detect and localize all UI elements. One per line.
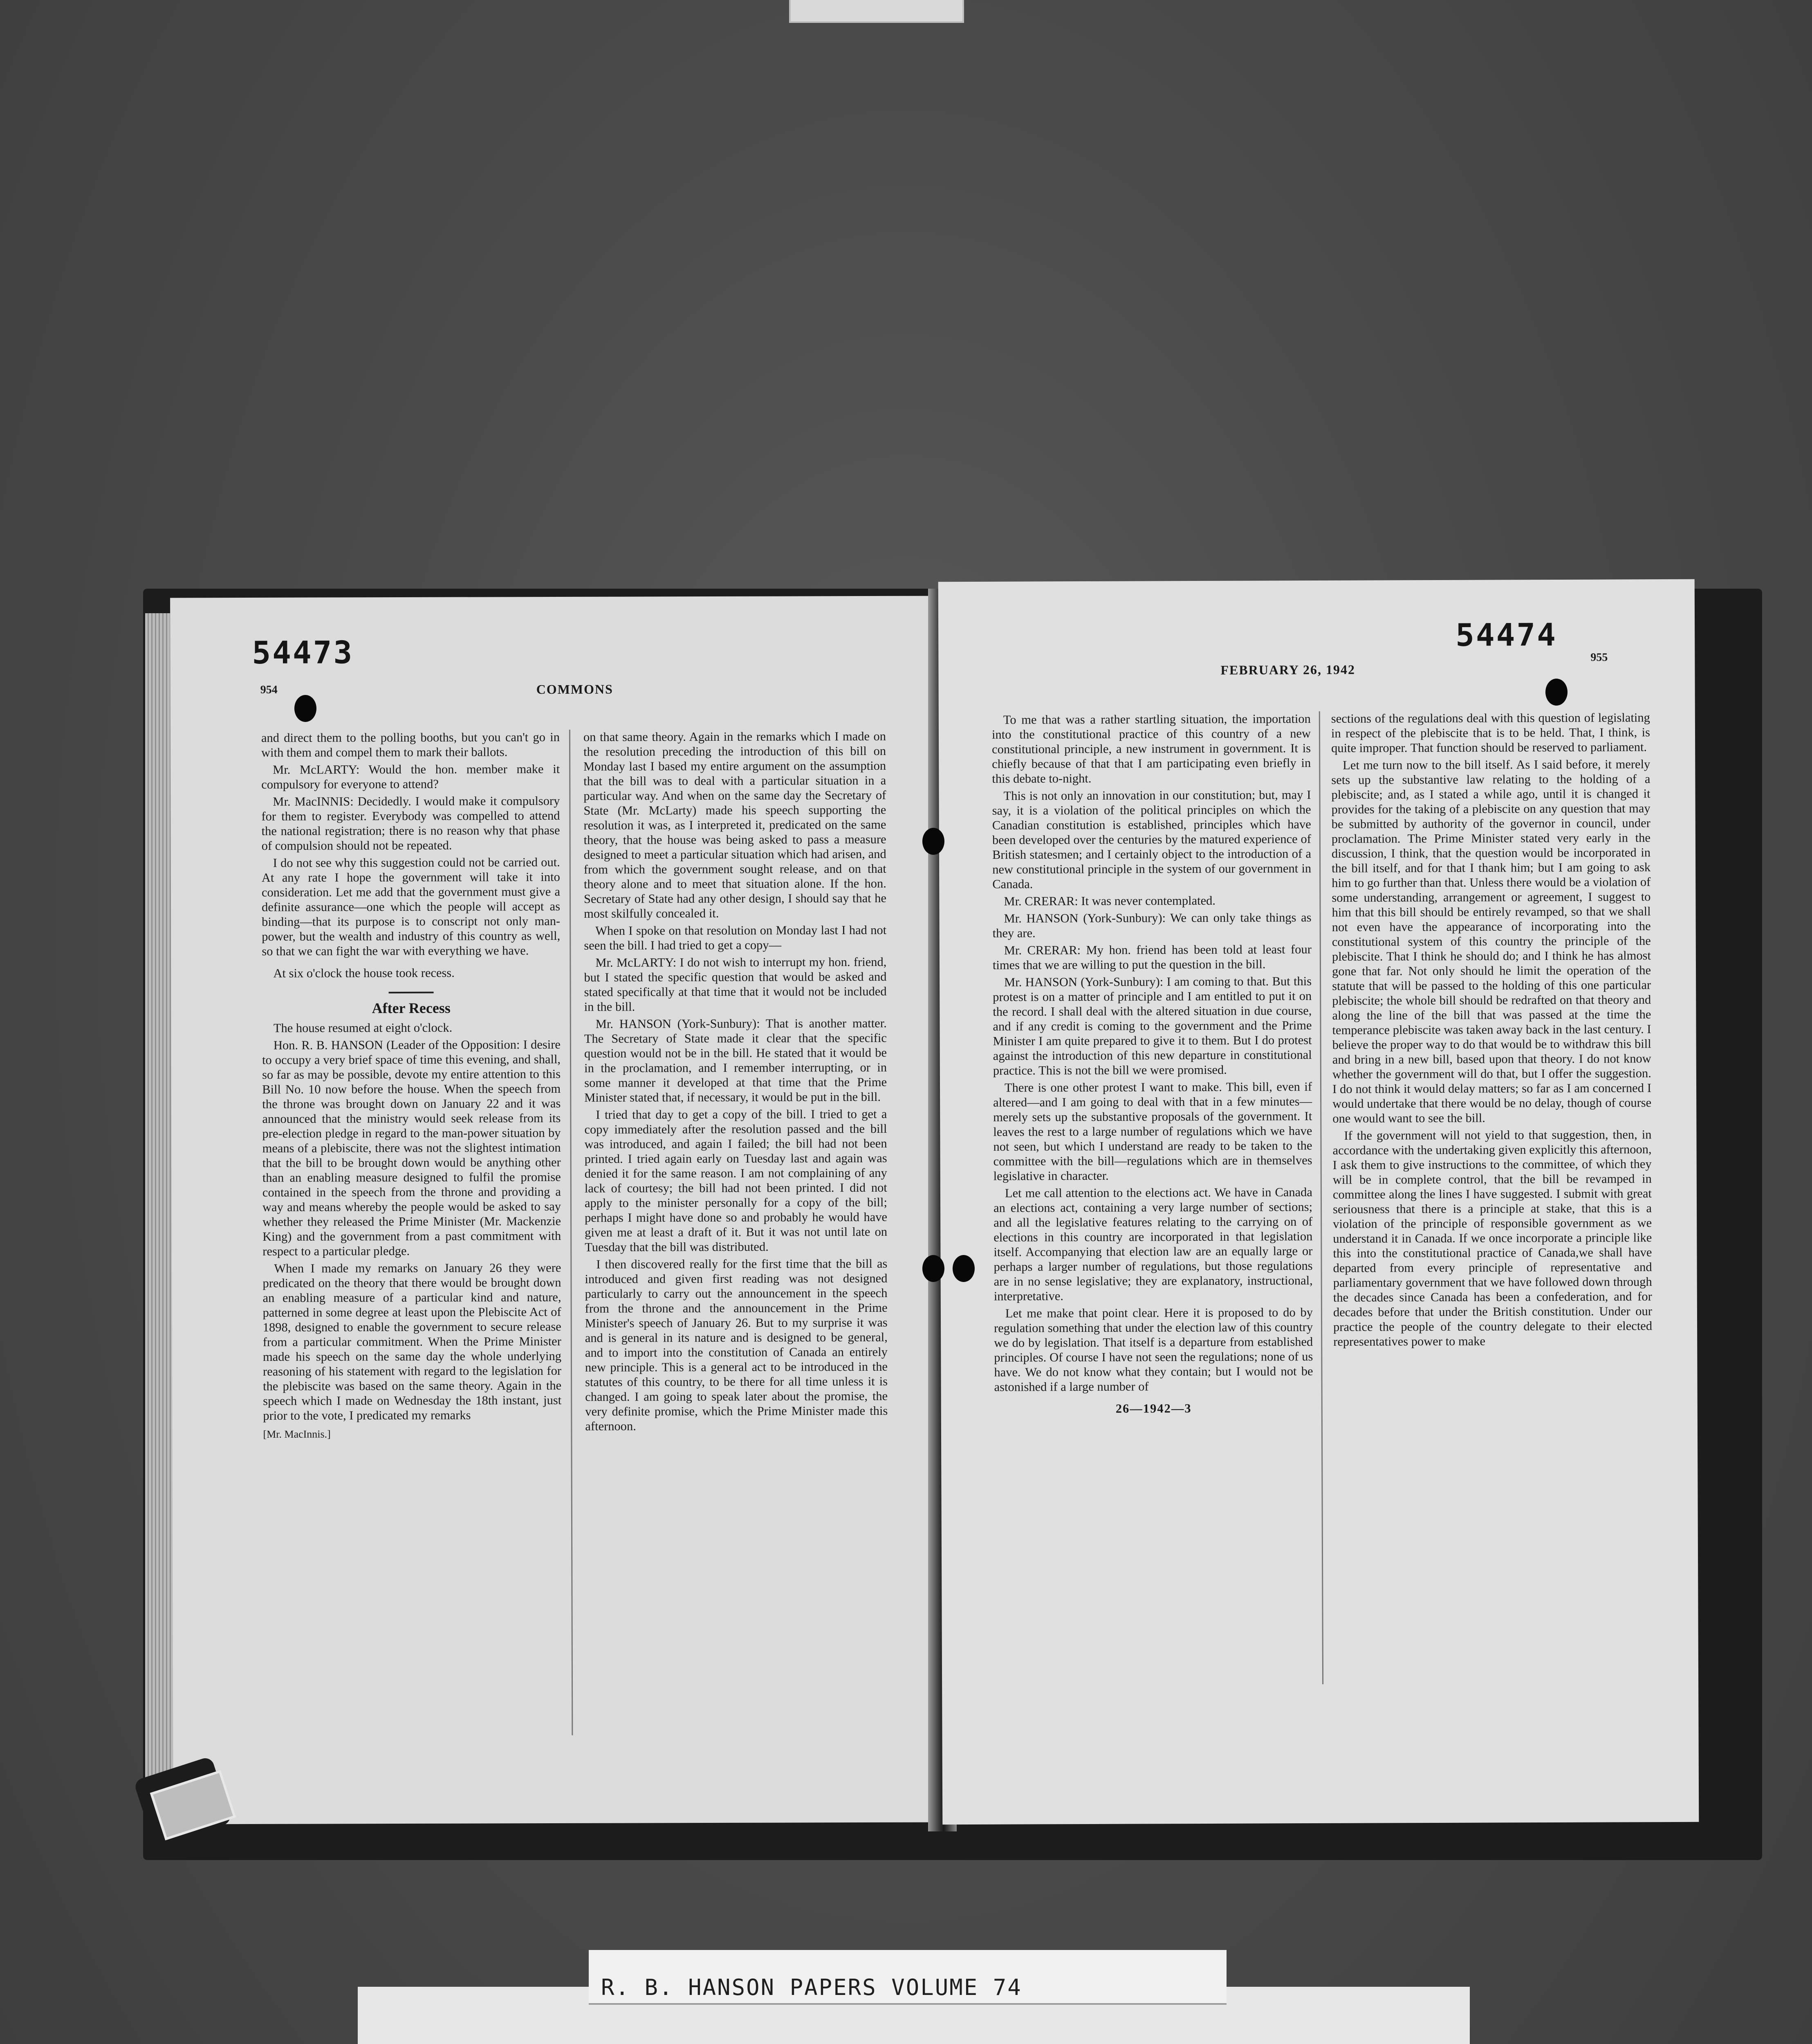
- paragraph: To me that was a rather startling situation, the importation into the constitutional practice of this country of a new constitutional principle, a new instrument in government. It is chiefly because of that that I am participating even briefly in this debate to-night.: [991, 712, 1311, 786]
- binder-hole: [922, 828, 944, 855]
- paragraph: sections of the regulations deal with this question of legislating in respect of the plebiscite that is to be held. That, I think, is quite improper. That function should be reserved to parliament.: [1331, 710, 1651, 755]
- paragraph: Mr. HANSON (York-Sunbury): I am coming to that. But this protest is on a matter of principle and I am entitled to put it on the record. I shall deal with the altered situation in due course, and if any credit is coming to the government and the Prime Minister I am quite prepared to give it to them. But I do protest against the introduction of this new departure in constitutional practice. This is not the bill we were promised.: [993, 974, 1312, 1078]
- right-column-2: [1331, 710, 1652, 1351]
- left-stamp-number: 54473: [252, 634, 354, 671]
- right-column-1: [992, 711, 1313, 1419]
- paragraph: When I spoke on that resolution on Monday last I had not seen the bill. I had tried to get a copy—: [584, 923, 887, 953]
- paragraph: Mr. MacINNIS: Decidedly. I would make it compulsory for them to register. Everybody was compelled to attend the national registration; there is no reason why that phase of compulsion should not be repeated.: [261, 793, 560, 853]
- right-page-number: 955: [1590, 651, 1608, 664]
- section-rule: [389, 992, 434, 993]
- paragraph: I do not see why this suggestion could not be carried out. At any rate I hope the government will take it into consideration. Let me add that the government must give a definite assurance—one which the people will accept as binding—that its purpose is to conscript not only man-power, but the wealth and industry of this country as well, so that we can fight the war with everything we have.: [261, 855, 561, 958]
- paragraph: Hon. R. B. HANSON (Leader of the Opposition: I desire to occupy a very brief space of time this evening, and shall, so far as may be possible, devote my entire attention to this Bill No. 10 now before the house. When the speech from the throne was brought down on January 22 and it was announced that the ministry would seek release from its pre-election pledge in regard to the man-power situation by means of a plebiscite, there was not the slightest intimation that the bill to be brought down would be anything other than an enabling measure designed to fulfil the promise contained in the speech from the throne and providing a way and means whereby the people would be asked to say whether they released the Prime Minister (Mr. Mackenzie King) and the government from a past commitment with respect to a particular pledge.: [262, 1037, 561, 1258]
- paragraph: Let me make that point clear. Here it is proposed to do by regulation something that under the election law of this country we do by legislation. That itself is a departure from established principles. Of course I have not seen the regulations; none of us have. We do not know what they contain; but I would not be astonished if a large number of: [994, 1305, 1313, 1394]
- paragraph: Mr. McLARTY: Would the hon. member make it compulsory for everyone to attend?: [261, 762, 560, 791]
- paragraph: Mr. CRERAR: It was never contemplated.: [1004, 893, 1216, 908]
- binder-hole: [294, 695, 316, 722]
- paragraph: There is one other protest I want to make. This bill, even if altered—and I am going to deal with that in a few minutes—merely sets up the substantive proposals of the government. It leaves the rest to a large number of regulations which we have not seen, but which I understand are ready to be taken to the committee with the bill—regulations which are in themselves legislative in character.: [993, 1080, 1312, 1183]
- top-clip-tab: [789, 0, 964, 23]
- paragraph: I then discovered really for the first time that the bill as introduced and given first reading was not designed particularly to carry out the announcement in the speech from the throne and the announcement in the Prime Minister's speech of January 26. But to my surprise it was and is general in its nature and is designed to be general, and to import into the constitution of Canada an entirely new principle. This is a general act to be introduced in the statutes of this country, to be there for all time unless it is changed. I am going to speak later about the promise, the very definite promise, which the Prime Minister made this afternoon.: [585, 1256, 888, 1433]
- paragraph: Mr. HANSON (York-Sunbury): That is another matter. The Secretary of State made it clear that the specific question would not be in the bill. He stated that it would be in the proclamation, and I remember interrupting, or in some manner it developed at that time that the Prime Minister stated that, if necessary, it would be put in the bill.: [584, 1016, 887, 1105]
- paragraph: If the government will not yield to that suggestion, then, in accordance with the undertaking given explicitly this afternoon, I ask them to give instructions to the committee, of which they will be in complete control, that the bill be revamped in committee along the lines I have suggested. I submit with great seriousness that there is a principle at stake, that this is a violation of the principle of responsible government as we understand it in Canada. If we once incorporate a principle like this into the constitutional practice of Canada,we shall have departed from every principle of representative and parliamentary government that we have followed down through the decades since Canada has been a confederation, and for decades before that under the British constitution. Under our practice the people of the country delegate to their elected representatives power to make: [1332, 1127, 1653, 1349]
- after-recess-heading: After Recess: [372, 1000, 451, 1017]
- binder-hole: [953, 1255, 975, 1282]
- binder-hole: [922, 1255, 944, 1282]
- right-date-head: FEBRUARY 26, 1942: [1220, 662, 1355, 677]
- left-page: [170, 596, 942, 1824]
- paragraph: The house resumed at eight o'clock.: [273, 1020, 453, 1035]
- left-column-2: [583, 729, 888, 1436]
- volume-strip-text: R. B. HANSON PAPERS VOLUME 74: [601, 1975, 1022, 2000]
- paragraph: Mr. HANSON (York-Sunbury): We can only take things as they are.: [992, 910, 1312, 940]
- left-running-head: COMMONS: [536, 681, 613, 697]
- left-column-1: [261, 730, 562, 1444]
- binder-hole: [1545, 679, 1568, 706]
- right-stamp-number: 54474: [1455, 616, 1558, 653]
- paragraph: This is not only an innovation in our constitution; but, may I say, it is a violation of the political principles on which the Canadian constitution is established, principles which have been developed over the centuries by the matured experience of British statesmen; and I certainly object to the introduction of a new constitutional principle in the system of our government in Canada.: [992, 788, 1312, 891]
- signature-line: 26—1942—3: [1115, 1401, 1192, 1416]
- speaker-footer-tag: [Mr. MacInnis.]: [263, 1428, 331, 1440]
- paragraph: Let me call attention to the elections act. We have in Canada an elections act, containing a very large number of sections; and all the legislative features relating to the carrying on of elections in this country are incorporated in that legislation itself. Accompanying that election law are an equally large or perhaps a larger number of regulations, but those regulations are in no sense legislative; they are explanatory, instructional, interpretative.: [993, 1185, 1313, 1303]
- column-divider: [1319, 711, 1323, 1684]
- paragraph: and direct them to the polling booths, but you can't go in with them and compel them to mark their ballots.: [261, 730, 560, 760]
- page-edges: [145, 613, 174, 1815]
- right-page: [938, 579, 1699, 1824]
- paragraph: I tried that day to get a copy of the bill. I tried to get a copy immediately after the resolution passed and the bill was introduced, and again I failed; the bill had not been printed. I tried again early on Tuesday last and again was denied it for the same reason. I am not complaining of any lack of courtesy; the bill had not been printed. I did not apply to the minister personally for a copy of the bill; perhaps I might have done so and probably he would have given me at least a draft of it. But it was not until late on Tuesday that the bill was distributed.: [584, 1107, 888, 1254]
- recess-note: At six o'clock the house took recess.: [273, 966, 455, 980]
- left-page-number: 954: [260, 683, 278, 696]
- paragraph: Let me turn now to the bill itself. As I said before, it merely sets up the substantive law relating to the holding of a plebiscite; and, as I stated a while ago, until it is changed it provides for the taking of a plebiscite on any question that may be submitted by authority of the governor in council, under proclamation. The Prime Minister stated very early in the discussion, I think, that the question would be incorporated in the bill itself, and for that I thank him; but I am going to ask him to go further than that. Unless there would be a violation of some understanding, arrangement or agreement, I suggest to him that this bill should be entirely revamped, so that we shall not even have the appearance of incorporating into the constitutional system of this country the principle of the plebiscite. That I think he should do; and I think he has almost gone that far. Not only should he limit the operation of the statute that will be passed to the holding of this one particular plebiscite; the whole bill should be redrafted on that theory and along the line of the bill that was passed at the time the temperance plebiscite was taken away back in the last century. I believe the proper way to do that would be to withdraw this bill and bring in a new bill, based upon that theory. I do not know whether the government will do that, but I offer the suggestion. I do not think it would delay matters; so far as I am concerned I would undertake that there would be no delay, though of course one would want to see the bill.: [1331, 757, 1652, 1125]
- paragraph: Mr. McLARTY: I do not wish to interrupt my hon. friend, but I stated the specific question that would be asked and stated specifically at that time that it would not be included in the bill.: [584, 955, 887, 1014]
- paragraph: When I made my remarks on January 26 they were predicated on the theory that there would be brought down an enabling measure of a particular kind and nature, patterned in some degree at least upon the Plebiscite Act of 1898, designed to enable the government to secure release from a particular commitment. When the Prime Minister made his speech on the same day the whole underlying reasoning of his statement with regard to the legislation for the plebiscite was based on the same theory. Again in the speech which I made on Wednesday the 18th instant, just prior to the vote, I predicated my remarks: [262, 1260, 562, 1423]
- paragraph: on that same theory. Again in the remarks which I made on the resolution preceding the introduction of this bill on Monday last I based my entire argument on the assumption that the bill was to deal with a particular situation in a particular way. And when on the same day the Secretary of State (Mr. McLarty) made his speech supporting the resolution it was, as I interpreted it, predicated on the same theory, that the house was being asked to pass a measure designed to meet a particular situation which had arisen, and from which the government sought release, and on that theory alone and to meet that situation alone. If the hon. Secretary of State had any other design, I should say that he most skilfully concealed it.: [583, 729, 887, 921]
- column-divider: [569, 730, 573, 1735]
- paragraph: Mr. CRERAR: My hon. friend has been told at least four times that we are willing to put the question in the bill.: [992, 942, 1312, 972]
